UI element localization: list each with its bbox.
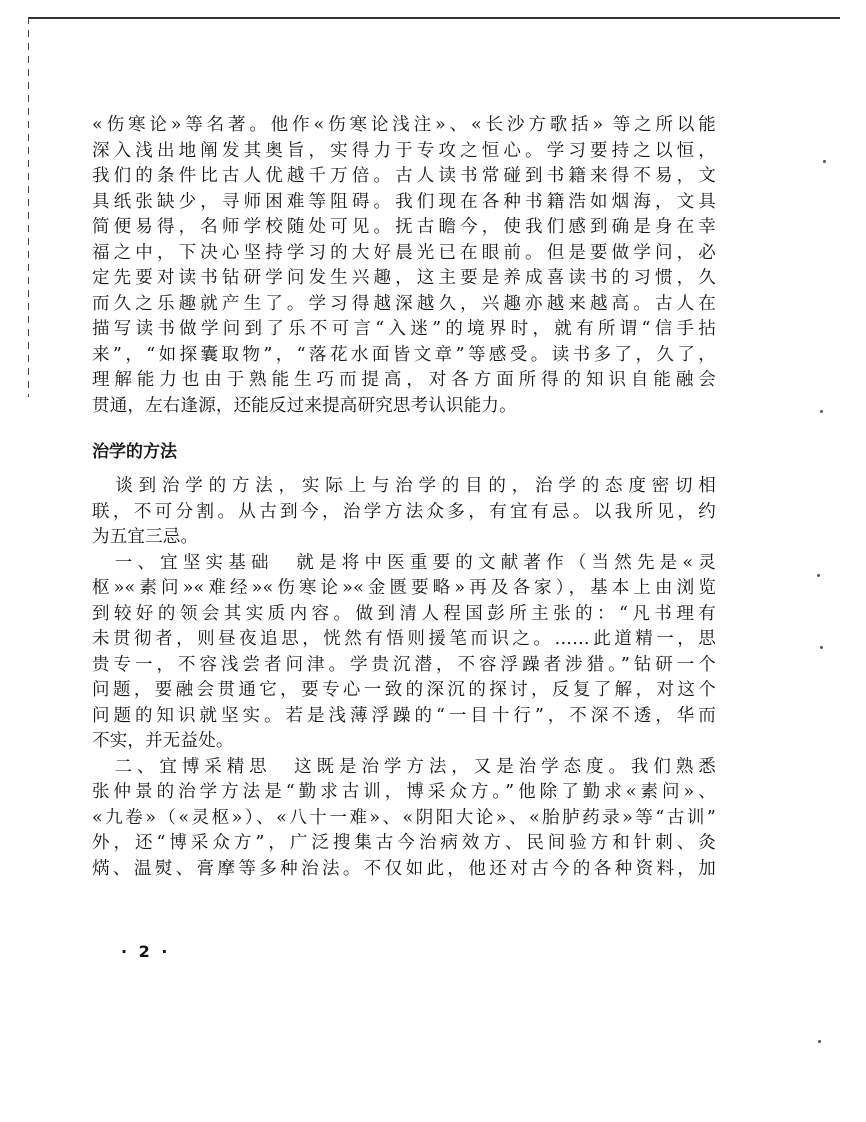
- text-line: 理解能力也由于熟能生巧而提高，对各方面所得的知识自能融会: [92, 370, 716, 390]
- section-heading: 治学的方法: [92, 442, 177, 462]
- text-line: 为五宜三忌。: [92, 527, 199, 547]
- paragraph-broad-learning: [92, 755, 716, 883]
- text-line: 具纸张缺少，寻师困难等阻碍。我们现在各种书籍浩如烟海，文具: [92, 191, 716, 212]
- text-line: 枢»«素问»«难经»«伤寒论»«金匮要略»再及各家），基本上由浏览: [92, 578, 716, 598]
- text-line: 外，还“博采众方”，广泛搜集古今治病效方、民间验方和针刺、灸: [92, 833, 716, 853]
- page-body: [92, 113, 716, 882]
- paragraph-continuation: [92, 113, 716, 419]
- text-line: 二、宜博采精思 这既是治学方法，又是治学态度。我们熟悉: [92, 756, 716, 777]
- text-line: 问题的知识就坚实。若是浅薄浮躁的“一目十行”，不深不透，华而: [92, 705, 716, 726]
- text-line: 贵专一，不容浅尝者问津。学贵沉潜，不容浮躁者涉猎。”钻研一个: [92, 654, 716, 675]
- scan-left-edge: [28, 17, 29, 397]
- text-line: 来”，“如探囊取物”，“落花水面皆文章”等感受。读书多了，久了，: [92, 344, 716, 365]
- text-line: 谈到治学的方法，实际上与治学的目的，治学的态度密切相: [92, 476, 716, 496]
- scan-speck: [817, 574, 820, 577]
- text-line: 一、宜坚实基础 就是将中医重要的文献著作（当然先是«灵: [92, 552, 716, 573]
- text-line: 我们的条件比古人优越千万倍。古人读书常碰到书籍来得不易，文: [92, 166, 716, 186]
- scan-speck: [818, 1040, 821, 1043]
- page-number: · 2 ·: [121, 942, 171, 961]
- text-line: 问题，要融会贯通它，要专心一致的深沉的探讨，反复了解，对这个: [92, 680, 716, 700]
- text-line: 深入浅出地阐发其奥旨，实得力于专攻之恒心。学习要持之以恒，: [92, 140, 716, 161]
- text-line: 到较好的领会其实质内容。做到清人程国彭所主张的：“凡书理有: [92, 603, 716, 624]
- text-line: 不实，并无益处。: [92, 731, 234, 751]
- paragraph-intro: [92, 474, 716, 551]
- scan-speck: [820, 410, 823, 413]
- text-line: 福之中，下决心坚持学习的大好晨光已在眼前。但是要做学问，必: [92, 242, 716, 263]
- text-line: 而久之乐趣就产生了。学习得越深越久，兴趣亦越来越高。古人在: [92, 293, 716, 314]
- text-line: 贯通，左右逢源，还能反过来提高研究思考认识能力。: [92, 395, 517, 416]
- scan-speck: [823, 160, 826, 163]
- scan-top-edge: [28, 17, 840, 19]
- text-line: 简便易得，名师学校随处可见。抚古瞻今，使我们感到确是身在幸: [92, 217, 716, 237]
- text-line: 焫、温熨、膏摩等多种治法。不仅如此，他还对古今的各种资料，加: [92, 858, 716, 879]
- text-line: 定先要对读书钻研学问发生兴趣，这主要是养成喜读书的习惯，久: [92, 268, 716, 288]
- text-line: 张仲景的治学方法是“勤求古训，博采众方。”他除了勤求«素问»、: [92, 782, 716, 802]
- text-line: 联，不可分割。从古到今，治学方法众多，有宜有忌。以我所见，约: [92, 501, 716, 522]
- text-line: 描写读书做学问到了乐不可言“入迷”的境界时，就有所谓“信手拈: [92, 319, 716, 339]
- text-line: «伤寒论»等名著。他作«伤寒论浅注»、«长沙方歌括» 等之所以能: [92, 115, 716, 135]
- scan-speck: [820, 646, 823, 649]
- text-line: «九卷»（«灵枢»）、«八十一难»、«阴阳大论»、«胎胪药录»等“古训”: [92, 807, 716, 828]
- text-line: 未贯彻者，则昼夜追思，恍然有悟则援笔而识之。……此道精一，思: [92, 629, 716, 649]
- paragraph-solid-foundation: [92, 551, 716, 755]
